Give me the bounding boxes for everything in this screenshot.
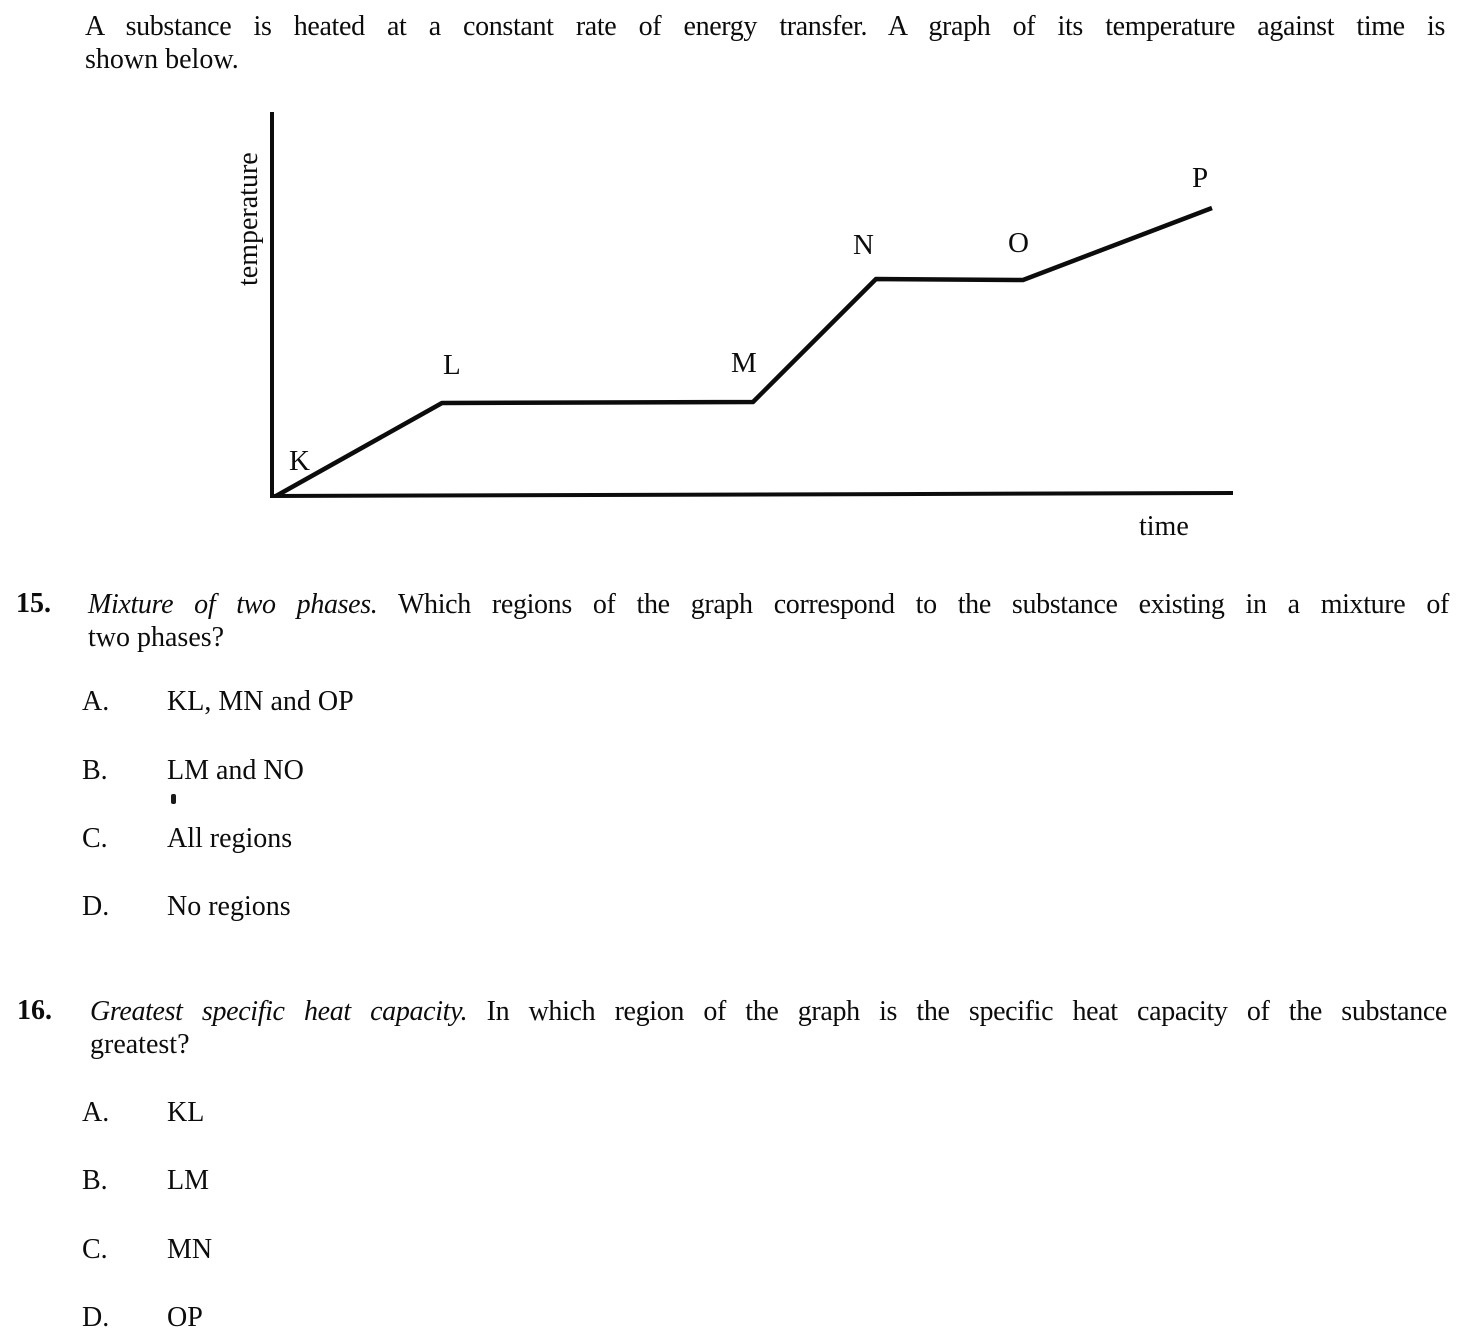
x-axis-label: time [1139,511,1189,542]
question-15-option-b [82,755,304,787]
option-letter: B. [82,755,108,786]
intro-line2: shown below. [85,44,239,75]
question-16-option-d [82,1302,203,1334]
question-16-line2: greatest? [90,1029,190,1060]
x-axis [270,493,1233,496]
question-15-option-c [82,823,292,855]
option-text: LM and NO [167,755,304,786]
option-letter: C. [82,1234,108,1265]
question-16-option-c [82,1234,212,1266]
option-letter: C. [82,823,108,854]
question-15-lead: Mixture of two phases. [88,589,378,620]
option-text: All regions [167,823,293,854]
option-text: LM [167,1165,209,1196]
option-letter: D. [82,891,110,922]
question-15-option-a [82,686,354,718]
point-label-K: K [289,445,310,477]
question-16-text [90,995,1447,1061]
option-text: MN [167,1234,213,1265]
scan-artifact-mark [171,794,176,804]
question-15-line2: two phases? [88,622,225,653]
option-letter: B. [82,1165,108,1196]
question-16-rest: In which region of the graph is the specific heat capacity of the substance [486,996,1448,1027]
question-16-number: 16. [17,995,52,1026]
intro-line1: A substance is heated at a constant rate of energy transfer. A graph of its temperature against time is [85,11,1445,42]
question-15-text [88,588,1449,654]
option-text: No regions [167,891,291,922]
point-label-N: N [853,229,874,261]
question-15-rest: Which regions of the graph correspond to the substance existing in a mixture of [397,589,1449,620]
point-label-L: L [443,349,461,381]
question-15-option-d [82,891,291,923]
point-label-O: O [1008,227,1029,259]
question-16-option-b [82,1165,209,1197]
intro-paragraph [85,10,1445,76]
question-15-number: 15. [16,588,51,619]
option-letter: D. [82,1302,110,1333]
point-label-P: P [1192,162,1209,194]
option-letter: A. [82,686,110,717]
option-text: KL [167,1097,205,1128]
point-label-M: M [731,347,757,379]
option-letter: A. [82,1097,110,1128]
question-16-lead: Greatest specific heat capacity. [90,996,468,1027]
option-text: OP [167,1302,203,1333]
question-16-option-a [82,1097,204,1129]
question-15-line1 [88,588,1449,621]
question-16-line1 [90,995,1447,1028]
option-text: KL, MN and OP [167,686,354,717]
y-axis-label: temperature [233,152,264,286]
